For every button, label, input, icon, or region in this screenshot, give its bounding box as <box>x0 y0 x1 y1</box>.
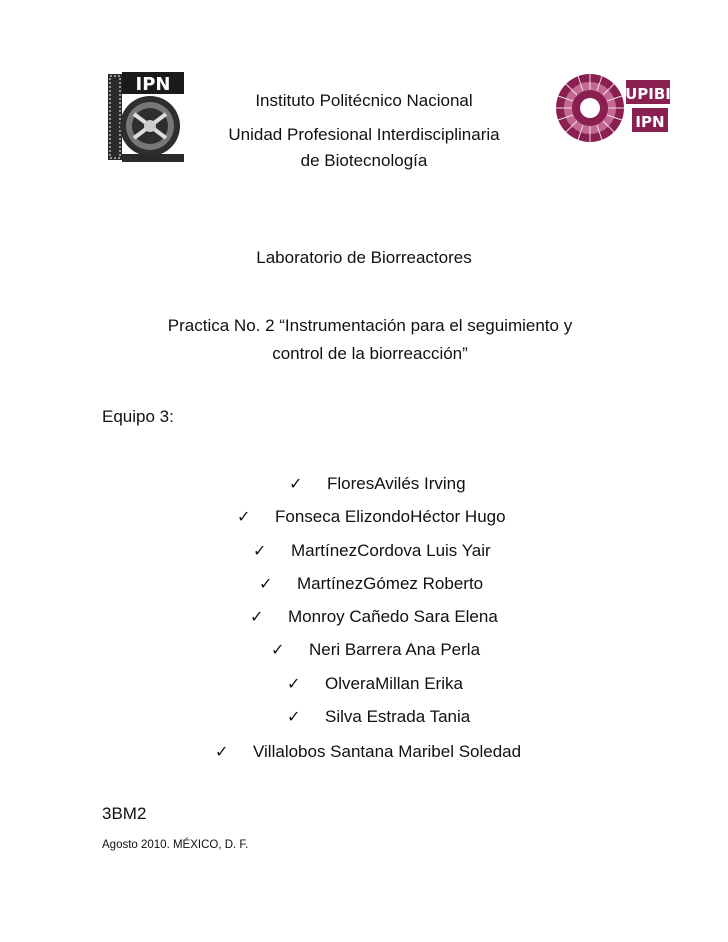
checkmark-icon: ✓ <box>250 607 264 626</box>
member-name: Neri Barrera Ana Perla <box>309 640 481 659</box>
practice-title <box>110 312 630 368</box>
team-member-item <box>289 473 466 495</box>
team-member-item <box>271 639 480 661</box>
group-code: 3BM2 <box>102 804 147 823</box>
member-name: Silva Estrada Tania <box>325 707 471 726</box>
unit-name-line-2: de Biotecnología <box>300 151 428 170</box>
team-member-item <box>287 706 470 728</box>
checkmark-icon: ✓ <box>271 640 285 659</box>
checkmark-icon: ✓ <box>237 507 251 526</box>
checkmark-icon: ✓ <box>289 474 303 493</box>
member-name: FloresAvilés Irving <box>327 474 466 493</box>
ipn-small-logo-text: IPN <box>635 113 665 131</box>
checkmark-icon: ✓ <box>253 541 267 560</box>
team-member-item <box>237 506 506 528</box>
unit-name-line-1: Unidad Profesional Interdisciplinaria <box>228 125 500 144</box>
team-member-item <box>215 741 521 763</box>
team-member-item <box>259 573 483 595</box>
team-label: Equipo 3: <box>102 407 174 426</box>
practice-title-line-2: control de la biorreacción” <box>272 344 468 363</box>
institution-name: Instituto Politécnico Nacional <box>255 91 473 110</box>
date-place: Agosto 2010. MÉXICO, D. F. <box>102 839 249 851</box>
ipn-logo-text: IPN <box>135 74 171 95</box>
member-name: MartínezGómez Roberto <box>297 574 484 593</box>
checkmark-icon: ✓ <box>259 574 273 593</box>
upibi-logo-text: UPIBI <box>625 85 671 103</box>
member-name: Fonseca ElizondoHéctor Hugo <box>275 507 506 526</box>
checkmark-icon: ✓ <box>287 707 301 726</box>
checkmark-icon: ✓ <box>215 742 229 761</box>
practice-title-line-1: Practica No. 2 “Instrumentación para el seguimiento y <box>167 316 573 335</box>
lab-title: Laboratorio de Biorreactores <box>256 248 472 267</box>
member-name: OlveraMillan Erika <box>325 674 463 693</box>
member-name: MartínezCordova Luis Yair <box>291 541 491 560</box>
member-name: Villalobos Santana Maribel Soledad <box>253 742 522 761</box>
checkmark-icon: ✓ <box>287 674 301 693</box>
unit-name <box>150 122 578 174</box>
team-member-item <box>250 606 498 628</box>
team-member-item <box>287 673 463 695</box>
member-name: Monroy Cañedo Sara Elena <box>288 607 498 626</box>
team-member-item <box>253 540 491 562</box>
